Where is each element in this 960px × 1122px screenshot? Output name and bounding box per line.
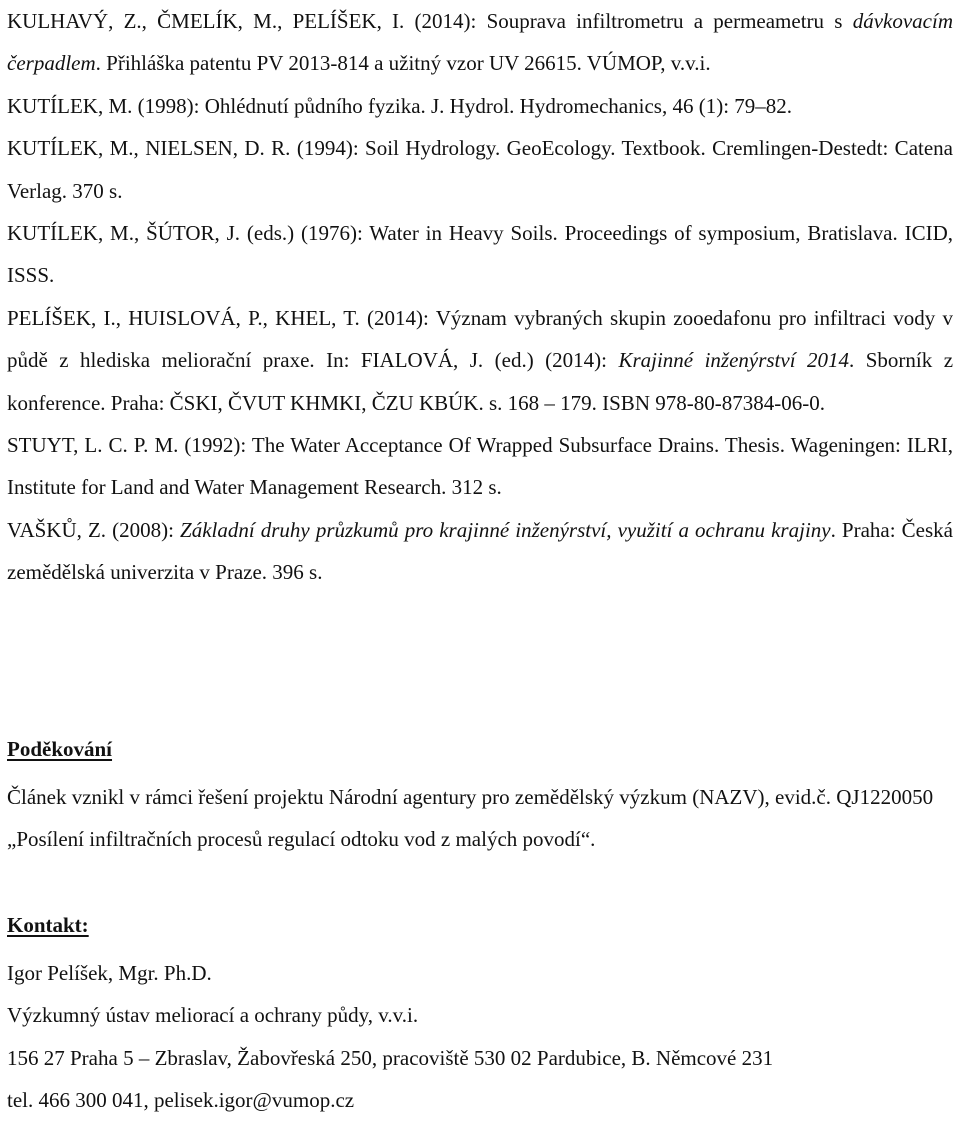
contact-block [7,952,953,1122]
reference-list [7,0,953,594]
contact-heading: Kontakt: [7,913,89,937]
contact-name: Igor Pelíšek, Mgr. Ph.D. [7,961,212,985]
acknowledgement-text: Článek vznikl v rámci řešení projektu Národní agentury pro zemědělský výzkum (NAZV), evid.č. QJ1220050 „Posílení infiltračních procesů regulací odtoku vod z malých povodí“. [7,785,934,852]
reference-item: STUYT, L. C. P. M. (1992): The Water Acceptance Of Wrapped Subsurface Drains. Thesis. Wageningen: ILRI, Institute for Land and Water Management Research. 312 s. [7,433,953,500]
reference-item: KUTÍLEK, M., NIELSEN, D. R. (1994): Soil Hydrology. GeoEcology. Textbook. Cremlingen-Destedt: Catena Verlag. 370 s. [7,136,953,203]
contact-institution: Výzkumný ústav meliorací a ochrany půdy, v.v.i. [7,1003,419,1028]
reference-item: KUTÍLEK, M., ŠÚTOR, J. (eds.) (1976): Water in Heavy Soils. Proceedings of symposium, Bratislava. ICID, ISSS. [7,221,953,288]
contact-phone-email: tel. 466 300 041, pelisek.igor@vumop.cz [7,1088,355,1113]
reference-item: KULHAVÝ, Z., ČMELÍK, M., PELÍŠEK, I. (2014): Souprava infiltrometru a permeametru s dávkovacím čerpadlem. Přihláška patentu PV 2013-814 a užitný vzor UV 26615. VÚMOP, v.v.i. [7,9,953,76]
acknowledgement-heading: Poděkování [7,737,113,761]
reference-item: KUTÍLEK, M. (1998): Ohlédnutí půdního fyzika. J. Hydrol. Hydromechanics, 46 (1): 79–82. [7,93,793,118]
reference-item: VAŠKŮ, Z. (2008): Základní druhy průzkumů pro krajinné inženýrství, využití a ochranu krajiny. Praha: Česká zemědělská univerzita v Praze. 396 s. [7,517,953,585]
reference-item: PELÍŠEK, I., HUISLOVÁ, P., KHEL, T. (2014): Význam vybraných skupin zooedafonu pro infiltraci vody v půdě z hlediska meliorační praxe. In: FIALOVÁ, J. (ed.) (2014): Krajinné inženýrství 2014. Sborník z konference. Praha: ČSKI, ČVUT KHMKI, ČZU KBÚK. s. 168 – 179. ISBN 978-80-87384-06-0. [7,305,954,415]
contact-address: 156 27 Praha 5 – Zbraslav, Žabovřeská 250, pracoviště 530 02 Pardubice, B. Němcové 231 [7,1045,774,1070]
